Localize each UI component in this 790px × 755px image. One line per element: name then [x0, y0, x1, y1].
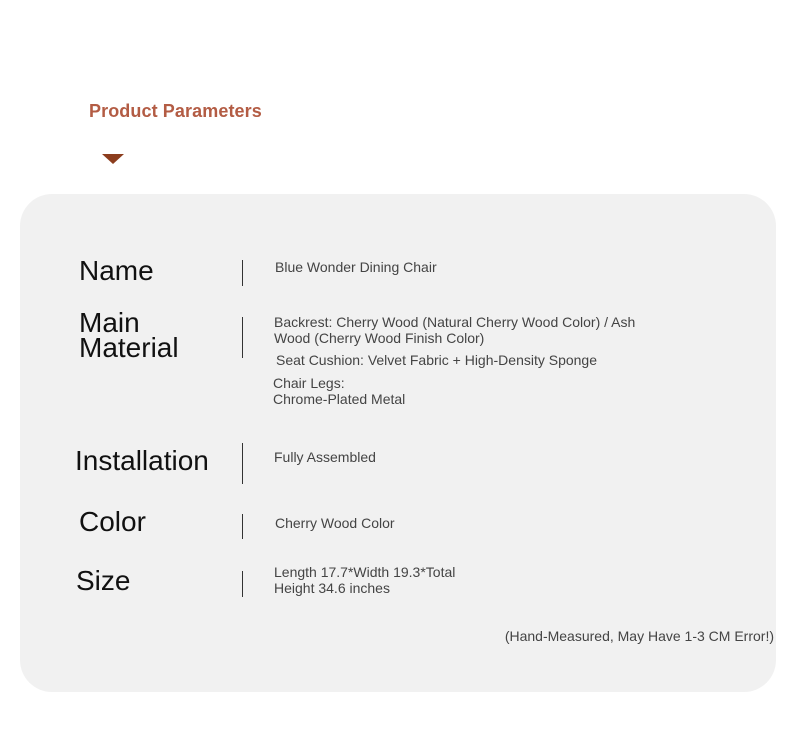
measurement-note: (Hand-Measured, May Have 1-3 CM Error!) [504, 628, 774, 644]
param-label-material-line2: Material [79, 332, 179, 363]
param-value-size-line2: Height 34.6 inches [274, 580, 390, 596]
param-value-backrest-line1: Backrest: Cherry Wood (Natural Cherry Wood Color) / Ash [274, 314, 636, 330]
param-divider [242, 571, 243, 597]
param-label-name: Name [79, 255, 154, 286]
param-divider [242, 317, 243, 358]
param-value-backrest-line2: Wood (Cherry Wood Finish Color) [274, 330, 485, 346]
param-value-color: Cherry Wood Color [275, 515, 395, 531]
param-value-size-line1: Length 17.7*Width 19.3*Total [274, 564, 456, 580]
param-divider [242, 443, 243, 484]
param-label-color: Color [79, 506, 146, 537]
param-value-name: Blue Wonder Dining Chair [275, 259, 437, 275]
param-label-installation: Installation [75, 445, 209, 476]
param-label-size: Size [76, 565, 131, 596]
param-value-chair-legs-line2: Chrome-Plated Metal [273, 391, 406, 407]
param-divider [242, 514, 243, 539]
param-label-material-line1: Main [79, 307, 140, 338]
triangle-down-icon [102, 154, 124, 164]
param-value-chair-legs-line1: Chair Legs: [273, 375, 345, 391]
param-divider [242, 260, 243, 286]
section-title: Product Parameters [89, 101, 262, 121]
param-value-seat-cushion: Seat Cushion: Velvet Fabric + High-Density Sponge [276, 352, 598, 368]
param-value-installation: Fully Assembled [274, 449, 376, 465]
